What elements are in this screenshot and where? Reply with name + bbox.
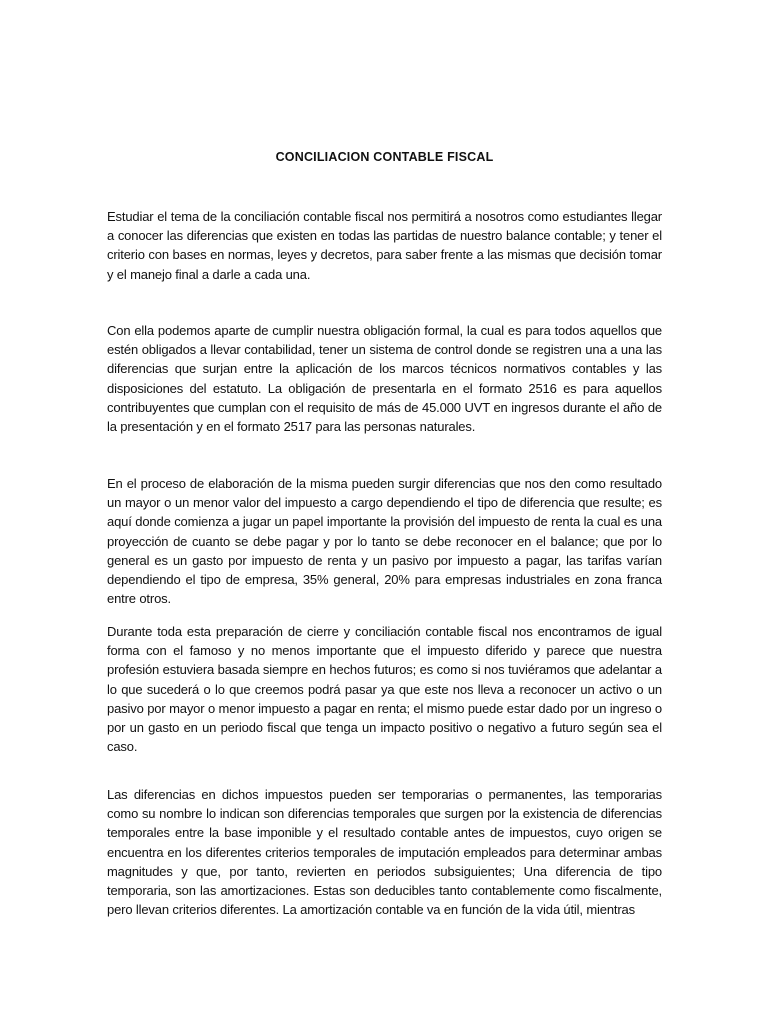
paragraph-3: En el proceso de elaboración de la misma pueden surgir diferencias que nos den como resultado un mayor o un menor valor del impuesto a cargo dependiendo el tipo de diferencia que resulte; es aquí donde comienza a jugar un papel importante la provisión del impuesto de renta la cual es una proyección de cuanto se debe pagar y por lo tanto se debe reconocer en el balance; que por lo general es un gasto por impuesto de renta y un pasivo por impuesto a pagar, las tarifas varían dependiendo el tipo de empresa, 35% general, 20% para empresas industriales en zona franca entre otros. — [107, 476, 662, 607]
paragraph-4: Durante toda esta preparación de cierre y conciliación contable fiscal nos encontramos de igual forma con el famoso y no menos importante que el impuesto diferido y parece que nuestra profesión estuviera basada siempre en hechos futuros; es como si nos tuviéramos que adelantar a lo que sucederá o lo que creemos podrá pasar ya que este nos lleva a reconocer un activo o un pasivo por mayor o menor impuesto a pagar en renta; el mismo puede estar dado por un ingreso o por un gasto en un periodo fiscal que tenga un impacto positivo o negativo a futuro según sea el caso. — [107, 624, 662, 755]
paragraph-1: Estudiar el tema de la conciliación contable fiscal nos permitirá a nosotros como estudiantes llegar a conocer las diferencias que existen en todas las partidas de nuestro balance contable; y tener el criterio con bases en normas, leyes y decretos, para saber frente a las mismas que decisión tomar y el manejo final a darle a cada una. — [107, 209, 662, 282]
document-title: CONCILIACION CONTABLE FISCAL — [275, 150, 494, 164]
paragraph-2: Con ella podemos aparte de cumplir nuestra obligación formal, la cual es para todos aquellos que estén obligados a llevar contabilidad, tener un sistema de control donde se registren una a una las diferencias que surjan entre la aplicación de los marcos técnicos normativos contables y las disposiciones del estatuto. La obligación de presentarla en el formato 2516 es para aquellos contribuyentes que cumplan con el requisito de más de 45.000 UVT en ingresos durante el año de la presentación y en el formato 2517 para las personas naturales. — [107, 323, 662, 435]
paragraph-5: Las diferencias en dichos impuestos pueden ser temporarias o permanentes, las temporarias como su nombre lo indican son diferencias temporales que surgen por la existencia de diferencias temporales entre la base imponible y el resultado contable antes de impuestos, cuyo origen se encuentra en los diferentes criterios temporales de imputación empleados para determinar ambas magnitudes y que, por tanto, revierten en periodos subsiguientes; Una diferencia de tipo temporaria, son las amortizaciones. Estas son deducibles tanto contablemente como fiscalmente, pero llevan criterios diferentes. La amortización contable va en función de la vida útil, mientras — [107, 787, 662, 918]
